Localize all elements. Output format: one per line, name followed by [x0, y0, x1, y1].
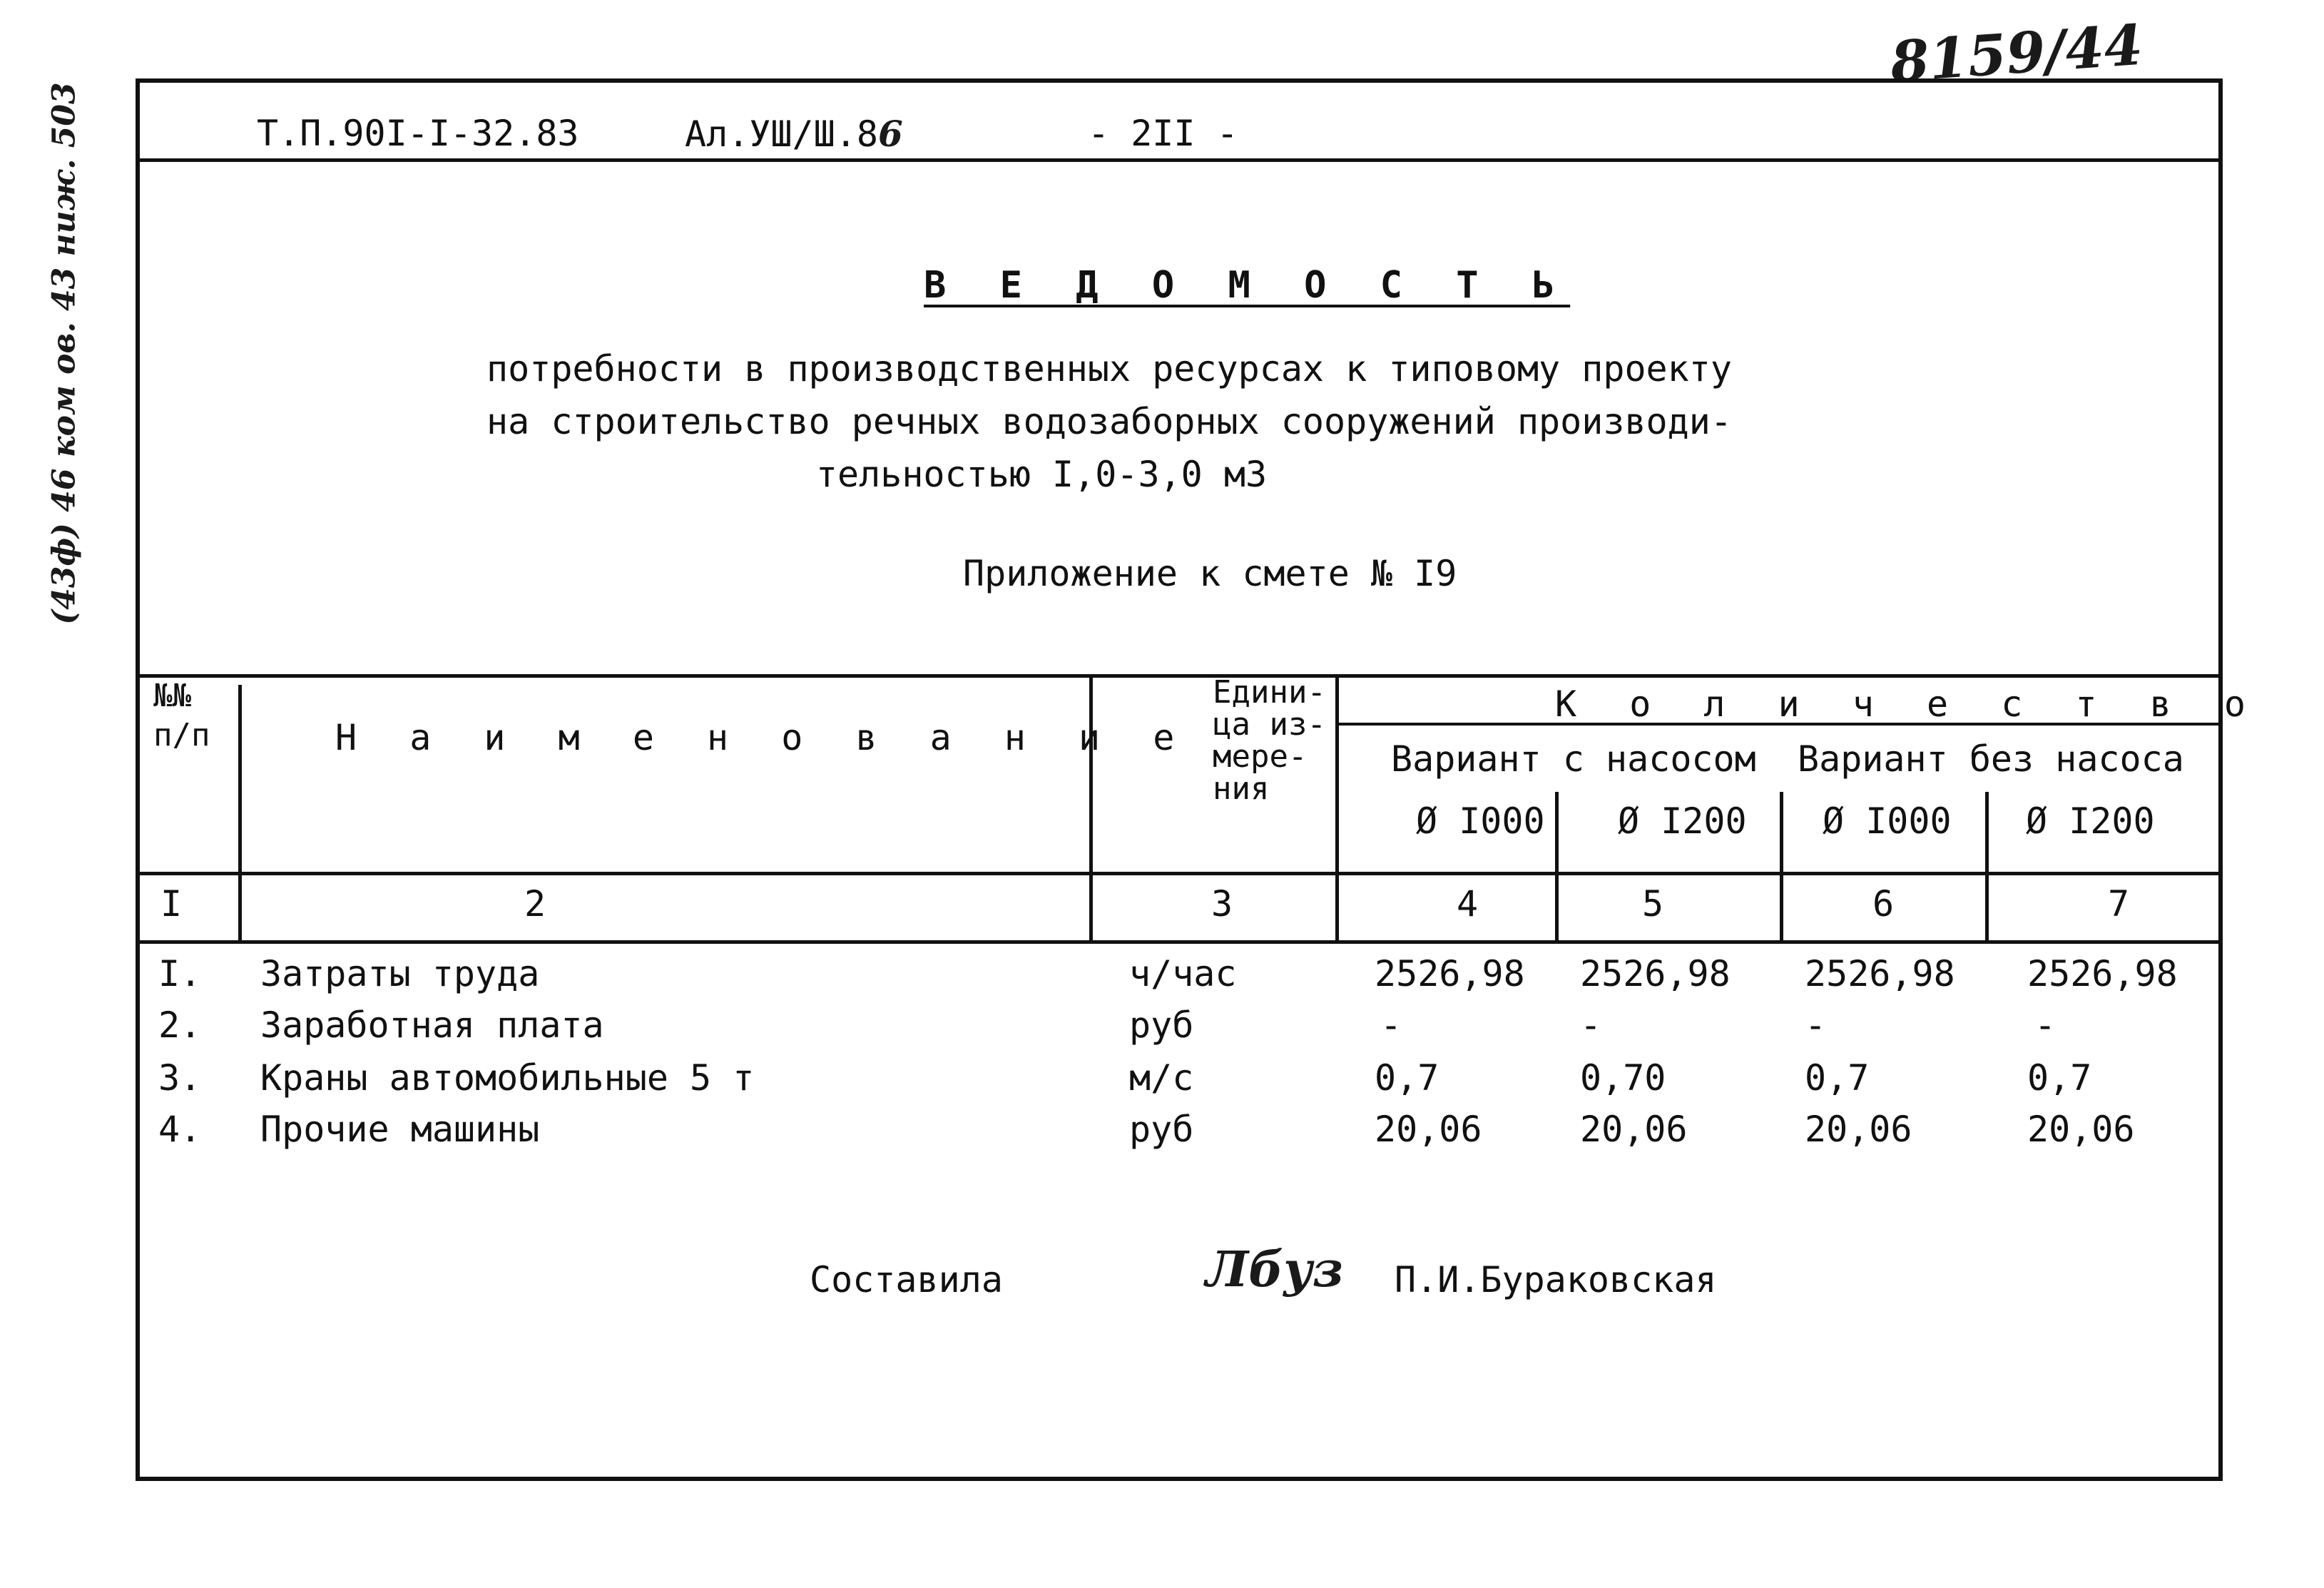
diameter-col-6: Ø I000 [1823, 800, 1952, 842]
compiler-name: П.И.Бураковская [1395, 1259, 1717, 1301]
inventory-number-stamp: 8159/44 [1888, 12, 2145, 96]
row-value-6: 20,06 [1805, 1109, 1912, 1150]
row-unit: руб [1129, 1109, 1194, 1150]
variant-with-pump: Вариант с насосом [1391, 738, 1756, 780]
row-value-7: 0,7 [2027, 1057, 2092, 1099]
col-number-5: 5 [1642, 883, 1664, 925]
signature: Лбуз [1206, 1241, 1344, 1298]
row-name: Краны автомобильные 5 т [260, 1057, 755, 1099]
margin-annotation: (43ф) 46 ком ов. 43 ниж. 503 [46, 82, 83, 625]
col-number-7: 7 [2108, 883, 2130, 925]
row-unit: руб [1129, 1004, 1194, 1046]
col-number-2: 2 [524, 883, 546, 925]
row-value-4: 0,7 [1375, 1057, 1439, 1099]
row-name: Заработная плата [260, 1004, 604, 1046]
row-number: 2. [158, 1004, 202, 1046]
col-number-3: 3 [1211, 883, 1233, 925]
col-divider-1 [238, 685, 242, 940]
subtitle-line-3: тельностью I,0-3,0 м3 [815, 454, 1268, 495]
row-number: 3. [158, 1057, 202, 1099]
row-value-5: 20,06 [1580, 1109, 1688, 1150]
subtitle-line-2: на строительство речных водозаборных сооружений производи- [486, 401, 1732, 442]
col-header-unit-2: ца из- [1213, 706, 1326, 743]
row-value-6: - [1805, 1004, 1827, 1046]
col-divider-4 [1555, 792, 1559, 940]
col-header-number-2: п/п [153, 717, 210, 753]
row-value-6: 2526,98 [1805, 953, 1955, 994]
appendix-label: Приложение к смете № I9 [963, 553, 1457, 594]
col-number-1: I [160, 883, 183, 925]
col-header-unit-4: ния [1213, 770, 1270, 807]
variant-without-pump: Вариант без насоса [1798, 738, 2184, 780]
row-value-5: 2526,98 [1580, 953, 1731, 994]
header-divider [136, 158, 2223, 162]
row-value-5: 0,70 [1580, 1057, 1666, 1099]
col-divider-3 [1335, 678, 1339, 940]
diameter-col-4: Ø I000 [1416, 800, 1545, 842]
col-header-unit-1: Едини- [1213, 674, 1326, 711]
compiled-by-label: Составила [810, 1259, 1003, 1301]
album-code-suffix: 6 [877, 113, 903, 155]
row-name: Затраты труда [260, 953, 540, 994]
row-number: I. [158, 953, 202, 994]
row-value-4: 20,06 [1375, 1109, 1482, 1150]
row-number: 4. [158, 1109, 202, 1150]
row-value-7: 20,06 [2027, 1109, 2135, 1150]
row-value-7: 2526,98 [2027, 953, 2178, 994]
diameter-col-7: Ø I200 [2026, 800, 2155, 842]
album-code [685, 113, 903, 155]
col-divider-6 [1985, 792, 1989, 940]
row-name: Прочие машины [260, 1109, 540, 1150]
project-code: Т.П.90I-I-32.83 [257, 113, 579, 154]
document-title: В Е Д О М О С Т Ь [924, 264, 1571, 307]
row-value-7: - [2034, 1004, 2057, 1046]
row-unit: ч/час [1129, 953, 1237, 994]
diameter-col-5: Ø I200 [1618, 800, 1747, 842]
col-number-6: 6 [1872, 883, 1895, 925]
row-value-5: - [1580, 1004, 1602, 1046]
quantity-header: К о л и ч е с т в о [1555, 683, 2261, 725]
album-code-text: Ал.УШ/Ш.8 [685, 113, 878, 155]
subtitle-line-1: потребности в производственных ресурсах к типовому проекту [486, 348, 1732, 390]
col-header-unit-3: мере- [1213, 738, 1308, 775]
row-value-4: 2526,98 [1375, 953, 1525, 994]
col-header-name: Н а и м е н о в а н и е [335, 717, 1191, 758]
page-number: - 2II - [1088, 113, 1238, 154]
col-divider-5 [1780, 792, 1783, 940]
header-bottom-rule [136, 872, 2223, 875]
table-top-rule [136, 674, 2223, 678]
row-unit: м/с [1129, 1057, 1194, 1099]
col-number-4: 4 [1457, 883, 1479, 925]
col-numbers-bottom-rule [136, 940, 2223, 944]
col-header-number-1: №№ [153, 678, 191, 714]
row-value-6: 0,7 [1805, 1057, 1870, 1099]
row-value-4: - [1380, 1004, 1402, 1046]
